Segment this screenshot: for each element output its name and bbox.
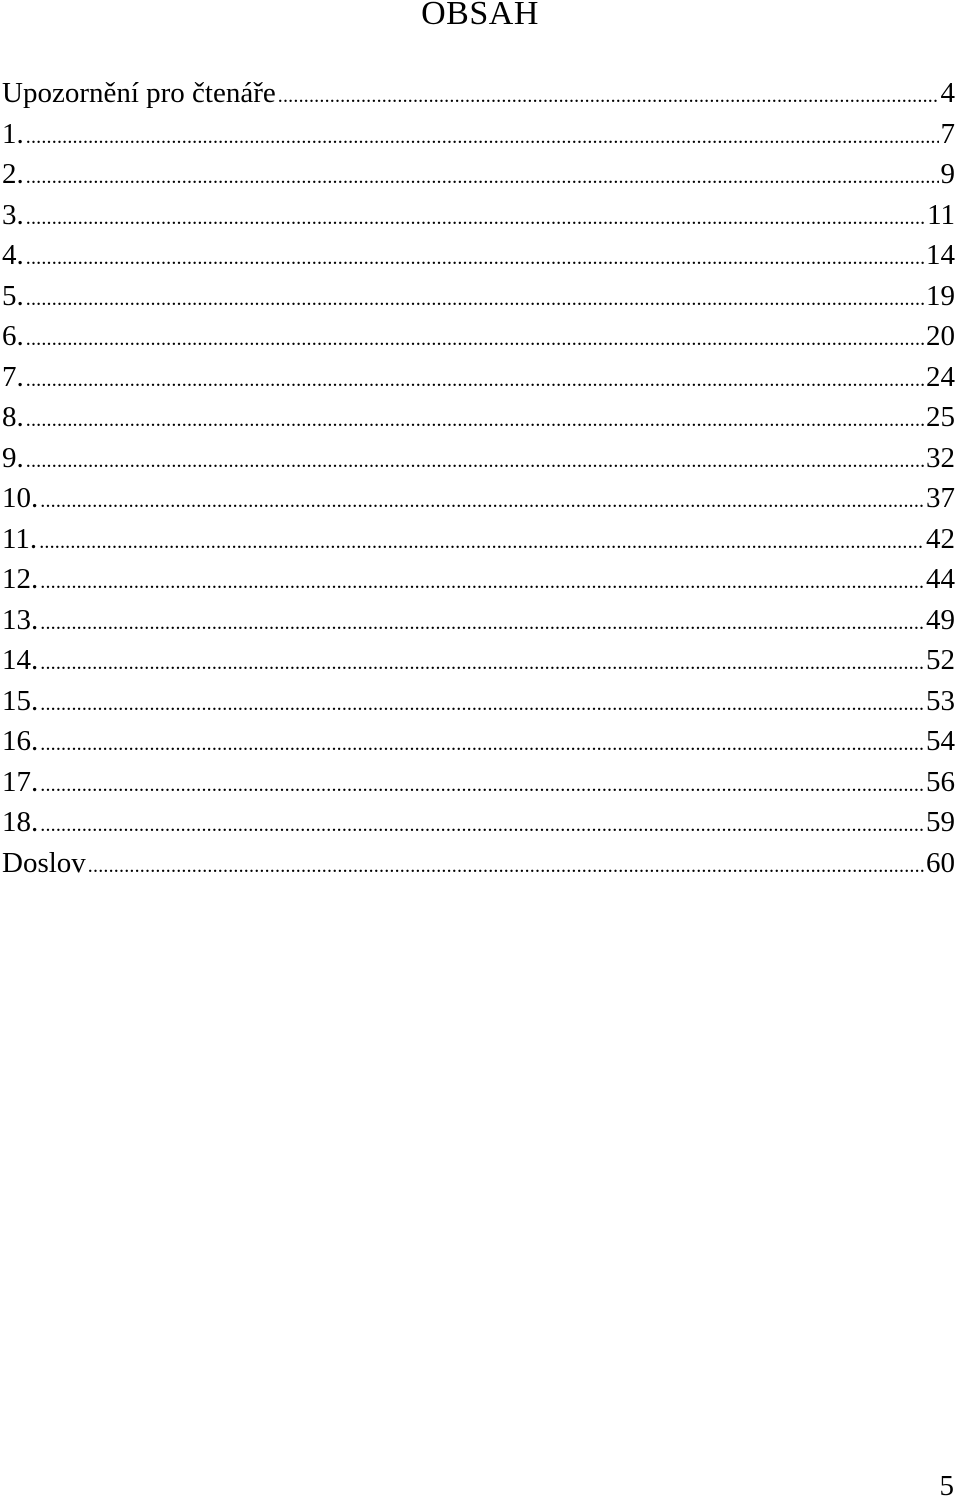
toc-dot-leader [40,765,924,803]
toc-dot-leader [40,481,924,519]
toc-entry-page: 52 [926,644,955,676]
toc-entry-page: 56 [926,765,955,798]
toc-dot-leader [26,198,925,236]
toc-entry-page: 20 [926,320,955,352]
toc-entry-page: 42 [926,522,955,555]
toc-entry[interactable] [2,478,955,519]
toc-entry-page: 7 [940,117,955,150]
toc-entry-page: 32 [926,441,955,474]
toc-dot-leader [26,360,924,398]
toc-entry-page: 44 [926,563,955,595]
toc-entry[interactable] [2,519,955,560]
toc-entry[interactable] [2,154,955,195]
toc-entry-label: 2. [2,158,24,190]
toc-entry-label: Doslov [2,846,86,879]
toc-entry[interactable] [2,438,955,479]
toc-dot-leader [40,805,924,843]
toc-entry-page: 49 [926,603,955,636]
toc-entry-page: 37 [926,482,955,514]
toc-entry-label: 4. [2,239,24,271]
toc-entry[interactable] [2,276,955,317]
toc-entry-label: Upozornění pro čtenáře [2,77,276,109]
toc-entry-label: 14. [2,644,39,676]
toc-entry-label: 12. [2,563,39,595]
toc-entry-page: 24 [926,360,955,393]
table-of-contents [2,73,955,883]
toc-entry-label: 5. [2,279,24,312]
toc-entry[interactable] [2,802,955,843]
toc-dot-leader [39,522,924,560]
toc-entry-label: 10. [2,482,39,514]
toc-entry-label: 16. [2,725,39,757]
toc-entry[interactable] [2,73,955,114]
toc-entry[interactable] [2,357,955,398]
toc-dot-leader [26,117,939,155]
toc-entry[interactable] [2,762,955,803]
toc-entry[interactable] [2,640,955,681]
toc-entry-page: 59 [926,806,955,838]
toc-dot-leader [26,279,924,317]
page-title: OBSAH [421,0,539,32]
toc-dot-leader [40,562,924,600]
toc-entry-label: 3. [2,198,24,231]
toc-entry-label: 11. [2,522,38,555]
toc-dot-leader [40,724,924,762]
toc-entry-label: 18. [2,806,39,838]
toc-entry[interactable] [2,681,955,722]
toc-entry[interactable] [2,114,955,155]
toc-entry-label: 8. [2,401,24,433]
toc-entry-page: 4 [940,77,955,109]
toc-dot-leader [40,643,924,681]
toc-entry[interactable] [2,195,955,236]
toc-entry-label: 7. [2,360,24,393]
toc-dot-leader [26,441,924,479]
toc-entry-label: 13. [2,603,39,636]
toc-dot-leader [26,400,924,438]
toc-dot-leader [88,846,924,884]
toc-entry[interactable] [2,600,955,641]
toc-dot-leader [40,684,924,722]
toc-entry-page: 11 [927,198,955,231]
toc-entry-label: 17. [2,765,39,798]
toc-entry-label: 6. [2,320,24,352]
toc-entry-page: 53 [926,684,955,717]
toc-entry-page: 14 [926,239,955,271]
toc-entry[interactable] [2,559,955,600]
toc-dot-leader [26,319,924,357]
toc-dot-leader [40,603,924,641]
toc-entry-page: 9 [940,158,955,190]
toc-entry[interactable] [2,721,955,762]
toc-entry-label: 1. [2,117,24,150]
toc-entry-page: 19 [926,279,955,312]
toc-entry-label: 15. [2,684,39,717]
toc-entry[interactable] [2,235,955,276]
toc-entry[interactable] [2,843,955,884]
toc-dot-leader [26,238,924,276]
toc-entry[interactable] [2,397,955,438]
toc-dot-leader [278,76,939,114]
toc-entry-page: 25 [926,401,955,433]
toc-entry-page: 60 [926,846,955,879]
page-number: 5 [939,1470,954,1502]
toc-entry[interactable] [2,316,955,357]
toc-entry-page: 54 [926,725,955,757]
toc-entry-label: 9. [2,441,24,474]
toc-dot-leader [26,157,939,195]
